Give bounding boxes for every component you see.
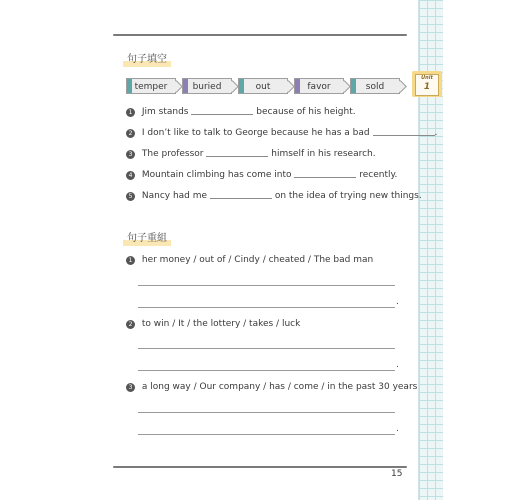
chip-label: favor — [307, 82, 331, 92]
word-chip-sold — [350, 78, 400, 94]
line-period: . — [396, 297, 399, 307]
answer-line[interactable] — [138, 434, 395, 435]
unit-label-box — [415, 74, 439, 96]
reorder-question-3 — [126, 381, 417, 393]
question-text: her money / out of / Cindy / cheated / The bad man — [141, 255, 374, 265]
unit-tab[interactable] — [412, 71, 442, 97]
word-chip-buried — [182, 78, 232, 94]
unit-number: 1 — [423, 82, 431, 92]
question-text: to win / It / the lottery / takes / luck — [141, 319, 301, 329]
answer-line[interactable] — [138, 412, 395, 413]
question-text-after: on the idea of trying new things. — [274, 191, 422, 201]
chip-label: out — [255, 82, 271, 92]
chip-label: sold — [365, 82, 385, 92]
line-period: . — [396, 424, 399, 434]
section-title: 句子填空 — [127, 54, 167, 65]
answer-blank[interactable] — [191, 105, 253, 115]
unit-word: Unit — [421, 75, 433, 81]
fill-question-1 — [126, 105, 356, 118]
page-number: 15 — [391, 469, 403, 479]
question-number: 3 — [126, 383, 135, 392]
top-divider — [113, 34, 407, 36]
word-chip-out — [238, 78, 288, 94]
answer-line[interactable] — [138, 370, 395, 371]
question-text-after: recently. — [359, 170, 398, 180]
answer-line[interactable] — [138, 307, 395, 308]
question-number: 2 — [126, 129, 135, 138]
fill-question-3 — [126, 147, 376, 160]
chip-label: temper — [134, 82, 168, 92]
question-text-before: The professor — [141, 149, 204, 159]
word-chip-temper — [126, 78, 176, 94]
question-text: a long way / Our company / has / come / in the past 30 years — [141, 382, 418, 392]
section-heading-fill-in — [123, 52, 171, 68]
section-title: 句子重組 — [127, 233, 167, 244]
answer-line[interactable] — [138, 285, 395, 286]
question-text-before: I don’t like to talk to George because he has a bad — [141, 128, 370, 138]
question-text-before: Mountain climbing has come into — [141, 170, 292, 180]
question-text-after: because of his height. — [256, 107, 356, 117]
question-number: 5 — [126, 192, 135, 201]
answer-blank[interactable] — [210, 189, 272, 199]
question-number: 3 — [126, 150, 135, 159]
chip-label: buried — [192, 82, 222, 92]
chip-color-bar — [127, 79, 132, 93]
bottom-divider — [113, 466, 407, 468]
chip-color-bar — [351, 79, 356, 93]
chip-color-bar — [239, 79, 244, 93]
chip-color-bar — [183, 79, 188, 93]
section-heading-reorder — [123, 231, 171, 247]
question-text-after: . — [434, 128, 438, 138]
question-text-before: Jim stands — [141, 107, 189, 117]
question-number: 1 — [126, 108, 135, 117]
answer-blank[interactable] — [294, 168, 356, 178]
fill-question-4 — [126, 168, 397, 181]
question-number: 2 — [126, 320, 135, 329]
answer-blank[interactable] — [206, 147, 268, 157]
line-period: . — [396, 360, 399, 370]
fill-question-2 — [126, 126, 437, 139]
answer-line[interactable] — [138, 348, 395, 349]
chip-color-bar — [295, 79, 300, 93]
reorder-question-1 — [126, 254, 373, 266]
question-number: 1 — [126, 256, 135, 265]
fill-question-5 — [126, 189, 422, 202]
question-number: 4 — [126, 171, 135, 180]
reorder-question-2 — [126, 318, 300, 330]
word-chip-favor — [294, 78, 344, 94]
question-text-after: himself in his research. — [271, 149, 376, 159]
answer-blank[interactable] — [373, 126, 435, 136]
question-text-before: Nancy had me — [141, 191, 208, 201]
